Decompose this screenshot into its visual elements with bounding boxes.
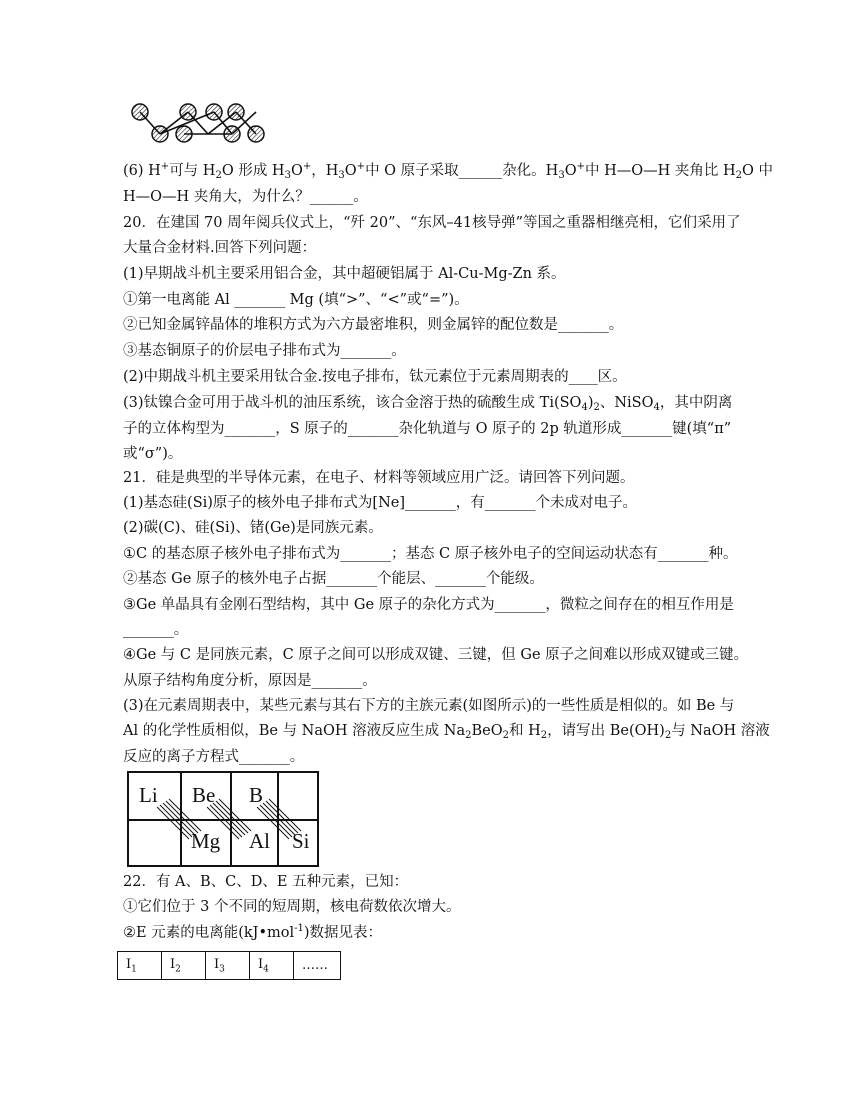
q22-stem: 22．有 A、B、C、D、E 五种元素，已知： (123, 874, 409, 890)
q20-part1: (1)早期战斗机主要采用铝合金，其中超硬铝属于 Al-Cu-Mg-Zn 系。 (123, 266, 566, 282)
q21-part3-line3: 反应的离子方程式_______。 (123, 749, 305, 765)
atom (180, 104, 196, 120)
q20-part3-line1 (123, 393, 732, 413)
superscript: + (302, 161, 312, 172)
subscript: 2 (735, 170, 742, 181)
q21-part2-c-line1: ③Ge 单晶具有金刚石型结构，其中 Ge 原子的杂化方式为_______，微粒之间存在的相互作用是 (123, 597, 734, 613)
text: (6) H (123, 163, 161, 179)
q21-part2-b: ②基态 Ge 原子的核外电子占据_______个能层、_______个能级。 (123, 571, 544, 587)
q21-part3-line2 (123, 721, 770, 741)
element-b: B (249, 783, 264, 807)
atom (132, 104, 148, 120)
text: O (564, 163, 577, 179)
subscript: 3 (558, 170, 565, 181)
q21-part3-line1: (3)在元素周期表中，某些元素与其右下方的主族元素(如图所示)的一些性质是相似的。如 Be 与 (123, 698, 735, 714)
table-row (118, 952, 341, 980)
ionization-header-i1: $I_1$ (118, 952, 162, 980)
superscript: + (356, 161, 366, 172)
q20-part1-b: ②已知金属锌晶体的堆积方式为六方最密堆积，则金属锌的配位数是_______。 (123, 317, 624, 333)
text: O (344, 163, 357, 179)
text: 中 O 原子采取______杂化。H (365, 163, 559, 179)
element-mg: Mg (191, 829, 221, 853)
text: 中 H—O—H 夹角比 H (584, 163, 736, 179)
q22-condition2 (123, 923, 382, 943)
text: ②E 元素的电离能(kJ•mol (123, 925, 295, 941)
q21-part2-c-line2: _______。 (123, 622, 189, 638)
q21-part2: (2)碳(C)、硅(Si)、锗(Ge)是同族元素。 (123, 520, 383, 536)
text: 与 NaOH 溶液 (671, 723, 770, 739)
superscript: + (576, 161, 585, 172)
text: Al 的化学性质相似，Be 与 NaOH 溶液反应生成 Na (123, 723, 466, 739)
text: ，H (311, 163, 339, 179)
subscript: 2 (502, 730, 509, 741)
q20-part2: (2)中期战斗机主要采用钛合金.按电子排布，钛元素位于元素周期表的____区。 (123, 369, 627, 385)
text: O (290, 163, 303, 179)
superscript: + (160, 161, 170, 172)
q19-part6-line1 (123, 161, 773, 181)
q19-part6-line2: H—O—H 夹角大，为什么？______。 (123, 189, 368, 205)
diagonal-relationship-table (127, 771, 319, 867)
ionization-energy-table (117, 951, 341, 980)
atom (248, 126, 264, 142)
ionization-header-i3: $I_3$ (206, 952, 250, 980)
q21-part2-d-line1: ④Ge 与 C 是同族元素，C 原子之间可以形成双键、三键，但 Ge 原子之间难以形成双键或三键。 (123, 647, 749, 663)
text: ，其中阴离 (659, 395, 733, 411)
text: ) (587, 395, 594, 411)
q20-part1-a: ①第一电离能 Al _______ Mg (填“>”、“<”或“=”)。 (123, 292, 469, 308)
q20-stem-line1: 20．在建国 70 周年阅兵仪式上，“歼 20”、“东风–41核导弹”等国之重器相继亮相，它们采用了 (123, 215, 741, 231)
ionization-header-i4: $I_4$ (250, 952, 294, 980)
text: 和 H (508, 723, 541, 739)
text: O 形成 H (221, 163, 285, 179)
text: )数据见表： (303, 925, 383, 941)
element-si: Si (292, 829, 310, 853)
subscript: 3 (284, 170, 291, 181)
q20-stem-line2: 大量合金材料.回答下列问题： (123, 240, 317, 256)
subscript: 4 (581, 402, 588, 413)
subscript: 2 (465, 730, 472, 741)
q20-part3-line2: 子的立体构型为_______，S 原子的_______杂化轨道与 O 原子的 2p 轨道形成_______键(填“π” (123, 421, 732, 437)
atom (152, 126, 168, 142)
element-li: Li (139, 783, 158, 807)
subscript: 4 (653, 402, 660, 413)
ionization-header-more: …… (294, 952, 341, 980)
text: (3)钛镍合金可用于战斗机的油压系统，该合金溶于热的硫酸生成 Ti(SO (123, 395, 582, 411)
q21-stem: 21．硅是典型的半导体元素，在电子、材料等领域应用广泛。请回答下列问题。 (123, 470, 635, 486)
element-be: Be (192, 783, 216, 807)
text: O 中 (742, 163, 773, 179)
q20-part1-c: ③基态铜原子的价层电子排布式为_______。 (123, 343, 406, 359)
q22-condition1: ①它们位于 3 个不同的短周期，核电荷数依次增大。 (123, 899, 461, 915)
text: ，请写出 Be(OH) (547, 723, 665, 739)
q21-part1: (1)基态硅(Si)原子的核外电子排布式为[Ne]_______，有_______个未成对电子。 (123, 495, 638, 511)
q21-part2-a: ①C 的基态原子核外电子排布式为_______；基态 C 原子核外电子的空间运动状态有_______种。 (123, 546, 738, 562)
zigzag-chain-structure-diagram (128, 100, 270, 146)
text: 、NiSO (599, 395, 654, 411)
q20-part3-line3: 或“σ”)。 (123, 446, 183, 462)
q21-part2-d-line2: 从原子结构角度分析，原因是_______。 (123, 673, 377, 689)
text: BeO (471, 723, 503, 739)
text: 可与 H (169, 163, 216, 179)
superscript: -1 (294, 923, 304, 934)
subscript: 2 (540, 730, 548, 741)
ionization-header-i2: $I_2$ (162, 952, 206, 980)
atom (176, 126, 192, 142)
element-al: Al (249, 829, 270, 853)
atom (228, 104, 244, 120)
subscript: 2 (593, 402, 600, 413)
subscript: 2 (664, 730, 672, 741)
atom (224, 126, 240, 142)
subscript: 3 (338, 170, 345, 181)
atom (206, 104, 222, 120)
subscript: 2 (215, 170, 222, 181)
